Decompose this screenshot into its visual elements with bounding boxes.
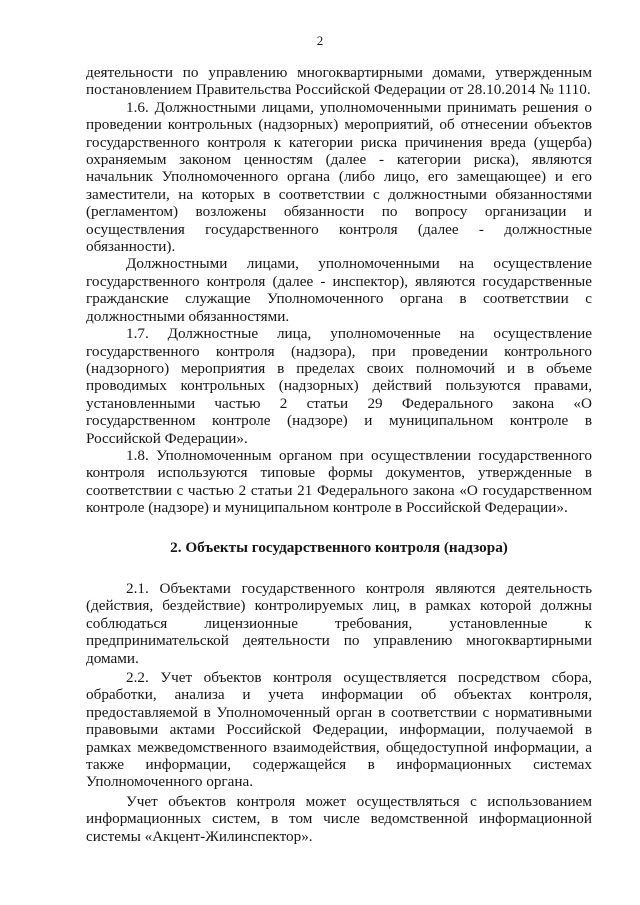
paragraph-1-8: 1.8. Уполномоченным органом при осуществлении государственного контроля используются типовые формы документов, утвержденные в соответствии с частью 2 статьи 21 Федерального закона «О государственном контроле (надзоре) и муниципальном контроле в Российской Федерации». [86, 446, 592, 517]
paragraph-1-6: 1.6. Должностными лицами, уполномоченными принимать решения о проведении контрольных (надзорных) мероприятий, об отнесении объектов государственного контроля к категории риска причинения вреда (ущерба) охраняемым законом ценностям (далее - категории риска), являются начальник Уполномоченного органа (либо лицо, его замещающее) и его заместители, на которых в соответствии с должностными обязанностями (регламентом) возложены обязанности по вопросу организации и осуществления государственного контроля (далее - должностные обязанности). [86, 98, 592, 256]
paragraph-accounting-systems: Учет объектов контроля может осуществляться с использованием информационных систем, в том числе ведомственной информационной системы «Акцент-Жилинспектор». [86, 792, 592, 845]
paragraph-inspectors: Должностными лицами, уполномоченными на осуществление государственного контроля (далее - инспектор), являются государственные гражданские служащие Уполномоченного органа в соответствии с должностными обязанностями. [86, 255, 592, 325]
paragraph-2-2: 2.2. Учет объектов контроля осуществляется посредством сбора, обработки, анализа и учета информации об объектах контроля, предоставляемой в Уполномоченный орган в соответствии с нормативными правовыми актами Российской Федерации, информации, получаемой в рамках межведомственного взаимодействия, общедоступной информации, а также информации, содержащейся в информационных системах Уполномоченного органа. [86, 669, 592, 791]
document-body [86, 64, 592, 845]
paragraph-continuation: деятельности по управлению многоквартирными домами, утвержденным постановлением Правительства Российской Федерации от 28.10.2014 № 1110. [86, 64, 592, 99]
paragraph-1-7: 1.7. Должностные лица, уполномоченные на осуществление государственного контроля (надзора), при проведении контрольного (надзорного) мероприятия в пределах своих полномочий и в объеме проводимых контрольных (надзорных) действий пользуются правами, установленными частью 2 статьи 29 Федерального закона «О государственном контроле (надзоре) и муниципальном контроле в Российской Федерации». [86, 325, 592, 447]
paragraph-2-1: 2.1. Объектами государственного контроля являются деятельность (действия, бездействие) контролируемых лиц, в рамках которой должны соблюдаться лицензионные требования, установленные к предпринимательской деятельности по управлению многоквартирными домами. [86, 579, 592, 667]
section-heading: 2. Объекты государственного контроля (надзора) [170, 538, 508, 556]
page-number: 2 [316, 33, 324, 48]
